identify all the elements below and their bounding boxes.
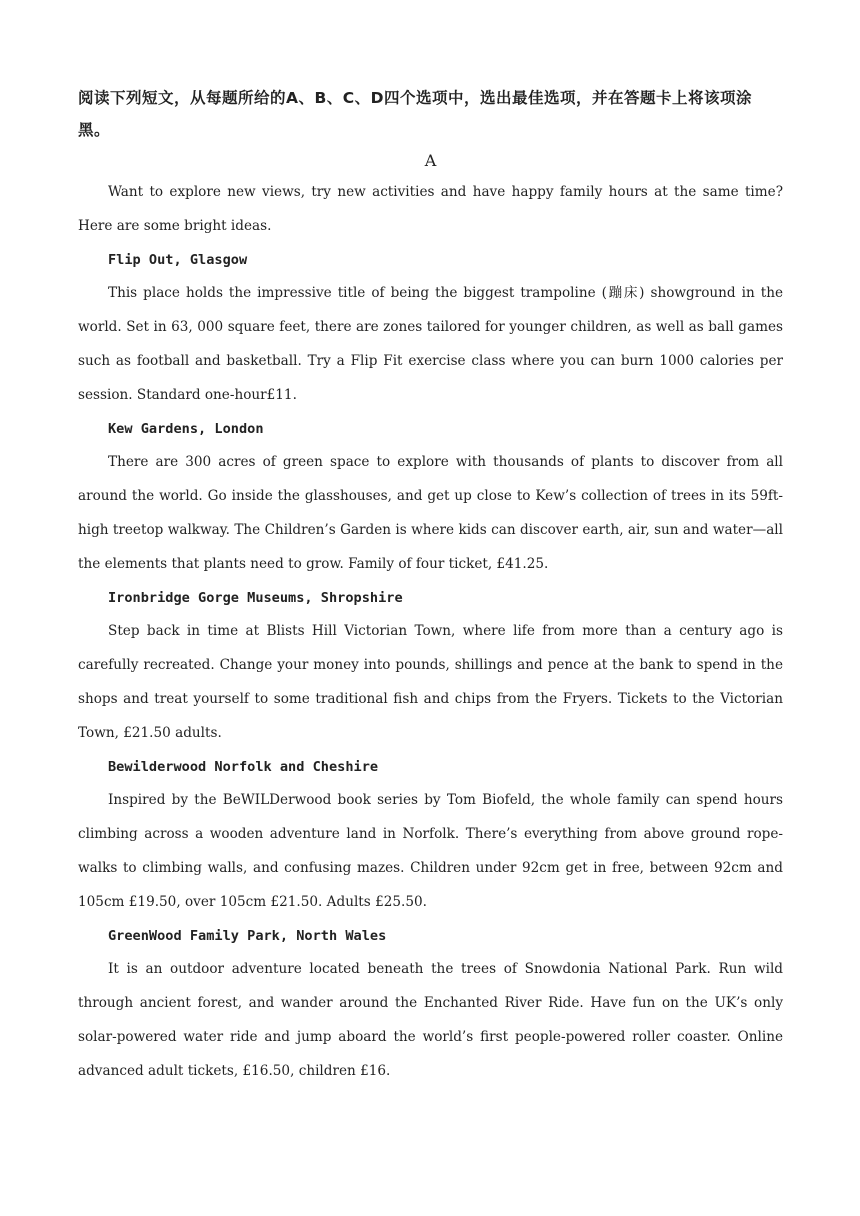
place-title-kew-gardens: Kew Gardens, London [108,420,264,437]
section-letter: A [424,151,437,170]
place-title-greenwood: GreenWood Family Park, North Wales [108,927,387,944]
place-body-kew-gardens: There are 300 acres of green space to explore with thousands of plants to discover from all around the world. Go inside the glasshouses, and get up close to Kew’s collection of trees in its 59ft-high treetop walkway. The Children’s Garden is where kids can discover earth, air, sun and water—all the elements that plants need to grow. Family of four ticket, £41.25. [78,454,783,572]
document-page [78,82,783,1089]
place-body-greenwood: It is an outdoor adventure located beneath the trees of Snowdonia National Park. Run wild through ancient forest, and wander around the Enchanted River Ride. Have fun on the UK’s only solar-powered water ride and jump aboard the world’s first people-powered roller coaster. Online advanced adult tickets, £16.50, children £16. [78,961,783,1079]
intro-paragraph: Want to explore new views, try new activities and have happy family hours at the same time? Here are some bright ideas. [78,184,783,234]
place-title-ironbridge: Ironbridge Gorge Museums, Shropshire [108,589,403,606]
place-body-ironbridge: Step back in time at Blists Hill Victorian Town, where life from more than a century ago is carefully recreated. Change your money into pounds, shillings and pence at the bank to spend in the shops and treat yourself to some traditional fish and chips from the Fryers. Tickets to the Victorian Town, £21.50 adults. [78,623,783,741]
instruction-text: 阅读下列短文，从每题所给的A、B、C、D四个选项中，选出最佳选项，并在答题卡上将该项涂黑。 [78,89,753,139]
place-body-bewilderwood: Inspired by the BeWILDerwood book series by Tom Biofeld, the whole family can spend hours climbing across a wooden adventure land in Norfolk. There’s everything from above ground rope-walks to climbing walls, and confusing mazes. Children under 92cm get in free, between 92cm and 105cm £19.50, over 105cm £21.50. Adults £25.50. [78,792,783,910]
place-title-flip-out: Flip Out, Glasgow [108,251,248,268]
place-body-flip-out: This place holds the impressive title of being the biggest trampoline (蹦床) showground in the world. Set in 63, 000 square feet, there are zones tailored for younger children, as well as ball games such as football and basketball. Try a Flip Fit exercise class where you can burn 1000 calories per session. Standard one-hour£11. [78,285,783,403]
place-title-bewilderwood: Bewilderwood Norfolk and Cheshire [108,758,379,775]
